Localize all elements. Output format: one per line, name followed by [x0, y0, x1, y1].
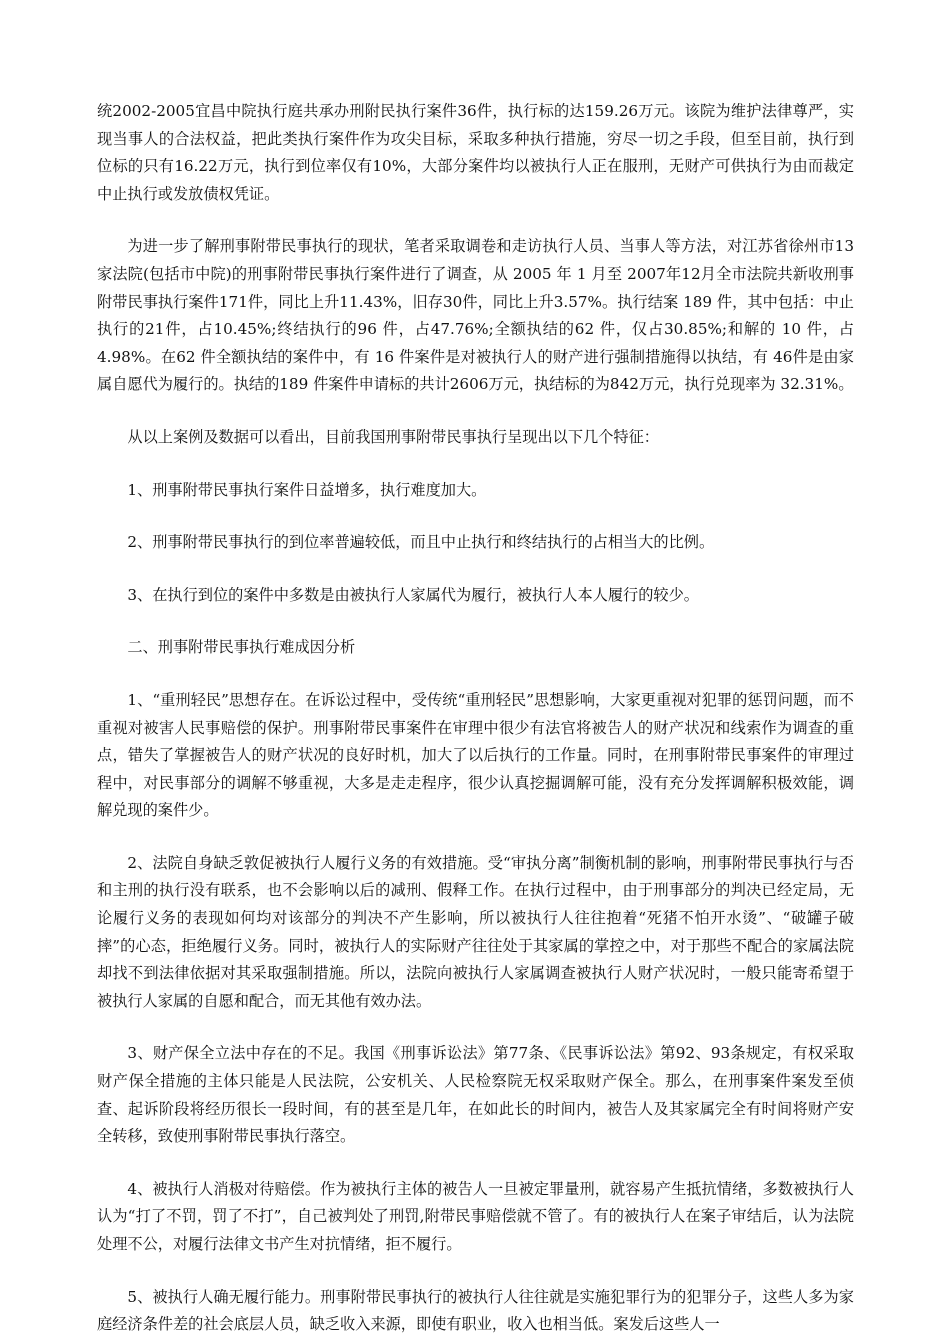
paragraph-cause-4: 4、被执行人消极对待赔偿。作为被执行主体的被告人一旦被定罪量刑，就容易产生抵抗情绪，多数被执行人认为“打了不罚，罚了不打”，自己被判处了刑罚,附带民事赔偿就不管了。有的被执行人在案子审结后，认为法院处理不公，对履行法律文书产生对抗情绪，拒不履行。 [97, 1179, 854, 1253]
section-heading-causes: 二、刑事附带民事执行难成因分析 [127, 638, 356, 657]
paragraph-feature-3: 3、在执行到位的案件中多数是由被执行人家属代为履行，被执行人本人履行的较少。 [127, 585, 699, 604]
paragraph-feature-1: 1、刑事附带民事执行案件日益增多，执行难度加大。 [127, 480, 487, 499]
paragraph-xuzhou-survey: 为进一步了解刑事附带民事执行的现状，笔者采取调卷和走访执行人员、当事人等方法，对江苏省徐州市13家法院(包括市中院)的刑事附带民事执行案件进行了调查，从 2005 年 1 月至 2007年12月全市法院共新收刑事附带民事执行案件171件，同比上升11.43%，旧存30件，同比上升3.57%。执行结案 189 件，其中包括：中止执行的21件，占10.45%;终结执行的96 件，占47.76%;全额执结的62 件，仅占30.85%;和解的 10 件，占4.98%。在62 件全额执结的案件中，有 16 件案件是对被执行人的财产进行强制措施得以执结，有 46件是由家属自愿代为履行的。执结的189 件案件申请标的共计2606万元，执结标的为842万元，执行兑现率为 32.31%。 [97, 237, 854, 394]
paragraph-cause-5: 5、被执行人确无履行能力。刑事附带民事执行的被执行人往往就是实施犯罪行为的犯罪分子，这些人多为家庭经济条件差的社会底层人员，缺乏收入来源，即使有职业，收入也相当低。案发后这些人一 [97, 1287, 854, 1334]
paragraph-yichang-statistics: 统2002-2005宜昌中院执行庭共承办刑附民执行案件36件，执行标的达159.26万元。该院为维护法律尊严，实现当事人的合法权益，把此类执行案件作为攻尖目标，采取多种执行措施，穷尽一切之手段，但至目前，执行到位标的只有16.22万元，执行到位率仅有10%，大部分案件均以被执行人正在服刑，无财产可供执行为由而裁定中止执行或发放债权凭证。 [97, 102, 854, 203]
paragraph-cause-1: 1、“重刑轻民”思想存在。在诉讼过程中，受传统“重刑轻民”思想影响，大家更重视对犯罪的惩罚问题，而不重视对被害人民事赔偿的保护。刑事附带民事案件在审理中很少有法官将被告人的财产状况和线索作为调查的重点，错失了掌握被告人的财产状况的良好时机，加大了以后执行的工作量。同时，在刑事附带民事案件的审理过程中，对民事部分的调解不够重视，大多是走走程序，很少认真挖掘调解可能，没有充分发挥调解积极效能，调解兑现的案件少。 [97, 690, 854, 820]
paragraph-cause-3: 3、财产保全立法中存在的不足。我国《刑事诉讼法》第77条、《民事诉讼法》第92、93条规定，有权采取财产保全措施的主体只能是人民法院，公安机关、人民检察院无权采取财产保全。那么，在刑事案件案发至侦查、起诉阶段将经历很长一段时间，有的甚至是几年，在如此长的时间内，被告人及其家属完全有时间将财产安全转移，致使刑事附带民事执行落空。 [97, 1044, 854, 1146]
paragraph-feature-2: 2、刑事附带民事执行的到位率普遍较低，而且中止执行和终结执行的占相当大的比例。 [127, 533, 715, 552]
paragraph-cause-2: 2、法院自身缺乏敦促被执行人履行义务的有效措施。受“审执分离”制衡机制的影响，刑事附带民事执行与否和主刑的执行没有联系，也不会影响以后的减刑、假释工作。在执行过程中，由于刑事部分的判决已经定局，无论履行义务的表现如何均对该部分的判决不产生影响，所以被执行人往往抱着“死猪不怕开水烫”、“破罐子破摔”的心态，拒绝履行义务。同时，被执行人的实际财产往往处于其家属的掌控之中，对于那些不配合的家属法院却找不到法律依据对其采取强制措施。所以，法院向被执行人家属调查被执行人财产状况时，一般只能寄希望于被执行人家属的自愿和配合，而无其他有效办法。 [97, 853, 854, 1010]
paragraph-features-intro: 从以上案例及数据可以看出，目前我国刑事附带民事执行呈现出以下几个特征： [127, 427, 659, 446]
